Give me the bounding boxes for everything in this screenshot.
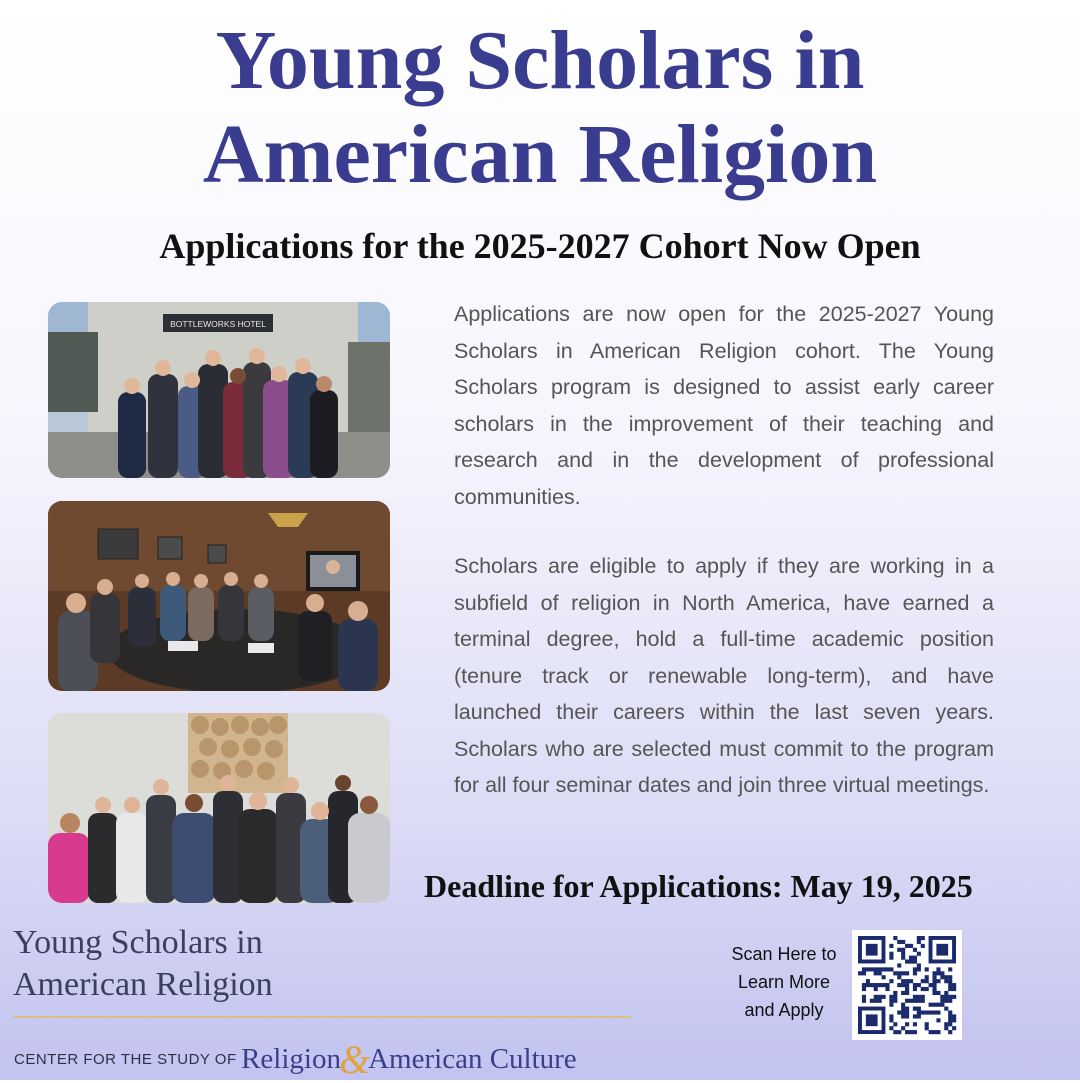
- scan-line-3: and Apply: [744, 1000, 824, 1020]
- eligibility-paragraph: Scholars are eligible to apply if they are working in a subfield of religion in North America, have earned a terminal degree, hold a full-time academic position (tenure track or renewable long-term), and have launched their careers within the last seven years. Scholars who are selected must commit to the program for all four seminar dates and join three virtual meetings.: [454, 554, 994, 797]
- title-line-2: American Religion: [202, 108, 878, 201]
- group-photo-hotel: [48, 302, 390, 478]
- center-prefix: CENTER FOR THE STUDY OF: [14, 1051, 237, 1068]
- logo-line-1: Young Scholars in: [13, 924, 263, 961]
- intro-paragraph: Applications are now open for the 2025-2027 Young Scholars in American Religion cohort. The Young Scholars program is designed to assist early career scholars in the improvement of their teaching and research and in the development of professional communities.: [454, 302, 994, 509]
- group-photo-logwall: [48, 713, 390, 903]
- program-logo-name: [13, 922, 273, 1006]
- ampersand: &: [338, 1037, 371, 1082]
- scan-instructions: [712, 940, 856, 1024]
- conference-room-photo: [48, 501, 390, 691]
- scan-line-1: Scan Here to: [731, 944, 837, 964]
- center-logo: [14, 1036, 577, 1082]
- center-word-religion: Religion: [241, 1043, 341, 1075]
- center-word-american-culture: American Culture: [368, 1043, 577, 1075]
- subtitle: Applications for the 2025-2027 Cohort Now Open: [159, 226, 921, 266]
- qr-code[interactable]: [852, 930, 962, 1040]
- deadline-text: Deadline for Applications: May 19, 2025: [424, 868, 973, 904]
- logo-line-2: American Religion: [13, 966, 273, 1003]
- main-title: [0, 14, 1080, 202]
- logo-divider: [13, 1016, 631, 1018]
- scan-line-2: Learn More: [737, 972, 831, 992]
- title-line-1: Young Scholars in: [215, 14, 865, 107]
- hotel-sign: BOTTLEWORKS HOTEL: [170, 319, 266, 329]
